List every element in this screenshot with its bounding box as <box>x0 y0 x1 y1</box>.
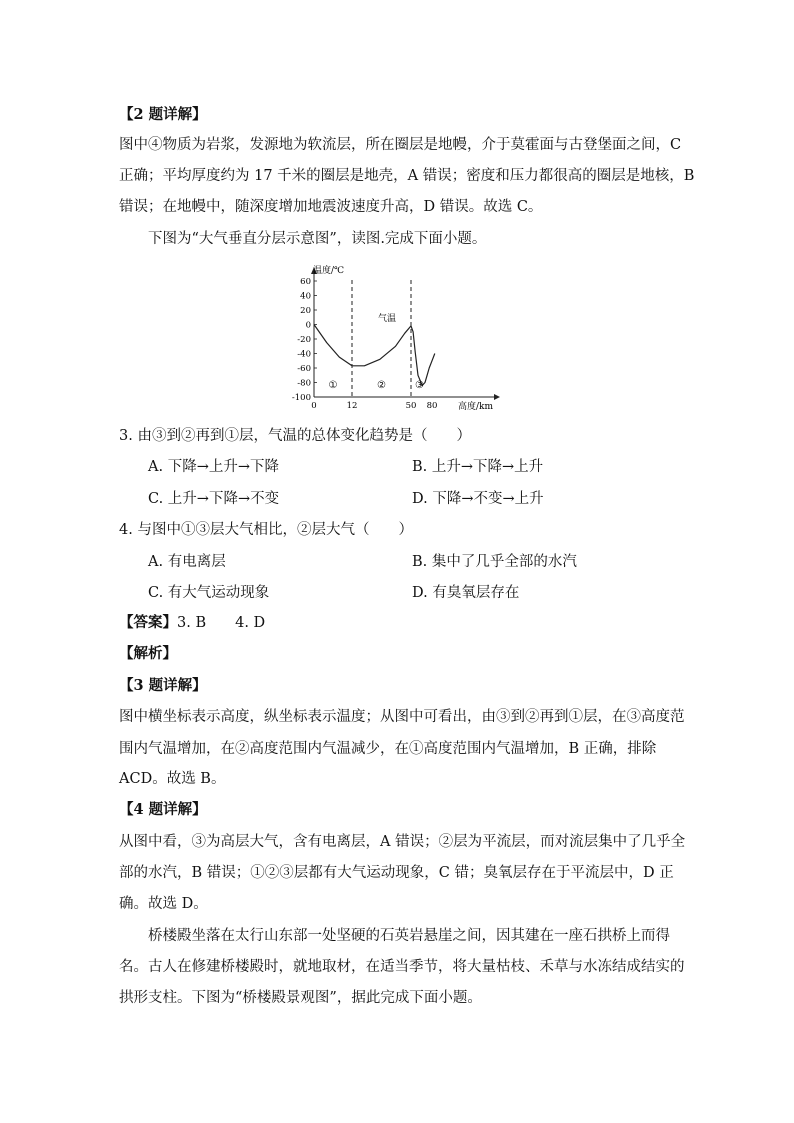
question-4-stem: 4. 与图中①③层大气相比，②层大气（ ） <box>119 522 413 538</box>
section-3-line-3: ACD。故选 B。 <box>119 771 226 787</box>
passage-line-2: 名。古人在修建桥楼殿时，就地取材，在适当季节，将大量枯枝、禾草与水冻结成结实的 <box>119 959 685 975</box>
figure-intro: 下图为“大气垂直分层示意图”，读图.完成下面小题。 <box>148 231 487 247</box>
section-2-line-2: 正确；平均厚度约为 17 千米的圈层是地壳，A 错误；密度和压力都很高的圈层是地核，B <box>119 168 695 184</box>
y-tick-label: -20 <box>297 335 311 345</box>
x-tick-label: 50 <box>405 401 417 411</box>
layer-label: ② <box>377 380 386 391</box>
question-3-option-c: C. 上升→下降→不变 <box>148 491 280 507</box>
section-4-heading: 【4 题详解】 <box>119 801 207 818</box>
section-4-line-1: 从图中看，③为高层大气，含有电离层，A 错误；②层为平流层，而对流层集中了几乎全 <box>119 834 686 850</box>
y-tick-label: 40 <box>300 291 311 302</box>
y-tick-label: -80 <box>297 378 311 389</box>
section-3-line-2: 围内气温增加，在②高度范围内气温减少，在①高度范围内气温增加，B 正确，排除 <box>119 741 657 757</box>
section-2-heading: 【2 题详解】 <box>119 106 207 123</box>
question-4-option-c: C. 有大气运动现象 <box>148 585 270 601</box>
atmosphere-layer-chart <box>280 262 510 414</box>
temperature-curve <box>314 325 435 386</box>
y-tick-label: -100 <box>291 393 311 403</box>
curve-label: 气温 <box>378 314 397 324</box>
section-4-line-2: 部的水汽，B 错误；①②③层都有大气运动现象，C 错；臭氧层存在于平流层中，D 正 <box>119 865 674 881</box>
x-tick-label: 12 <box>346 401 358 411</box>
answer-tag: 【答案】 <box>119 614 177 631</box>
question-3-option-a: A. 下降→上升→下降 <box>148 459 279 475</box>
question-4-option-b: B. 集中了几乎全部的水汽 <box>412 554 577 570</box>
x-axis-label: 高度/km <box>458 402 494 412</box>
y-tick-label: -60 <box>297 364 311 374</box>
section-2-line-1: 图中④物质为岩浆，发源地为软流层，所在圈层是地幔，介于莫霍面与古登堡面之间，C <box>119 137 682 153</box>
section-4-line-3: 确。故选 D。 <box>119 896 208 912</box>
answer-text: 3. B 4. D <box>177 615 266 631</box>
question-4-option-a: A. 有电离层 <box>148 554 226 570</box>
y-axis-label: 温度/℃ <box>313 266 345 276</box>
answer-line <box>119 614 265 632</box>
x-tick-label: 0 <box>311 401 317 411</box>
y-tick-label: 20 <box>300 306 311 316</box>
question-3-option-b: B. 上升→下降→上升 <box>412 459 544 475</box>
layer-label: ① <box>328 380 338 391</box>
layer-label: ③ <box>415 380 424 391</box>
question-3-option-d: D. 下降→不变→上升 <box>412 491 544 507</box>
y-tick-label: 0 <box>305 320 311 331</box>
question-4-option-d: D. 有臭氧层存在 <box>412 585 520 601</box>
x-tick-label: 80 <box>426 401 438 411</box>
passage-line-3: 拱形支柱。下图为“桥楼殿景观图”，据此完成下面小题。 <box>119 990 482 1006</box>
section-3-line-1: 图中横坐标表示高度，纵坐标表示温度；从图中可看出，由③到②再到①层，在③高度范 <box>119 709 685 725</box>
passage-line-1: 桥楼殿坐落在太行山东部一处坚硬的石英岩悬崖之间，因其建在一座石拱桥上而得 <box>148 928 670 944</box>
section-3-heading: 【3 题详解】 <box>119 677 207 694</box>
y-tick-label: 60 <box>300 277 311 287</box>
question-3-stem: 3. 由③到②再到①层，气温的总体变化趋势是（ ） <box>119 428 471 444</box>
x-axis-arrow <box>494 394 500 400</box>
analysis-tag: 【解析】 <box>119 645 177 662</box>
y-tick-label: -40 <box>297 349 311 360</box>
section-2-line-3: 错误；在地幔中，随深度增加地震波速度升高，D 错误。故选 C。 <box>119 199 543 215</box>
